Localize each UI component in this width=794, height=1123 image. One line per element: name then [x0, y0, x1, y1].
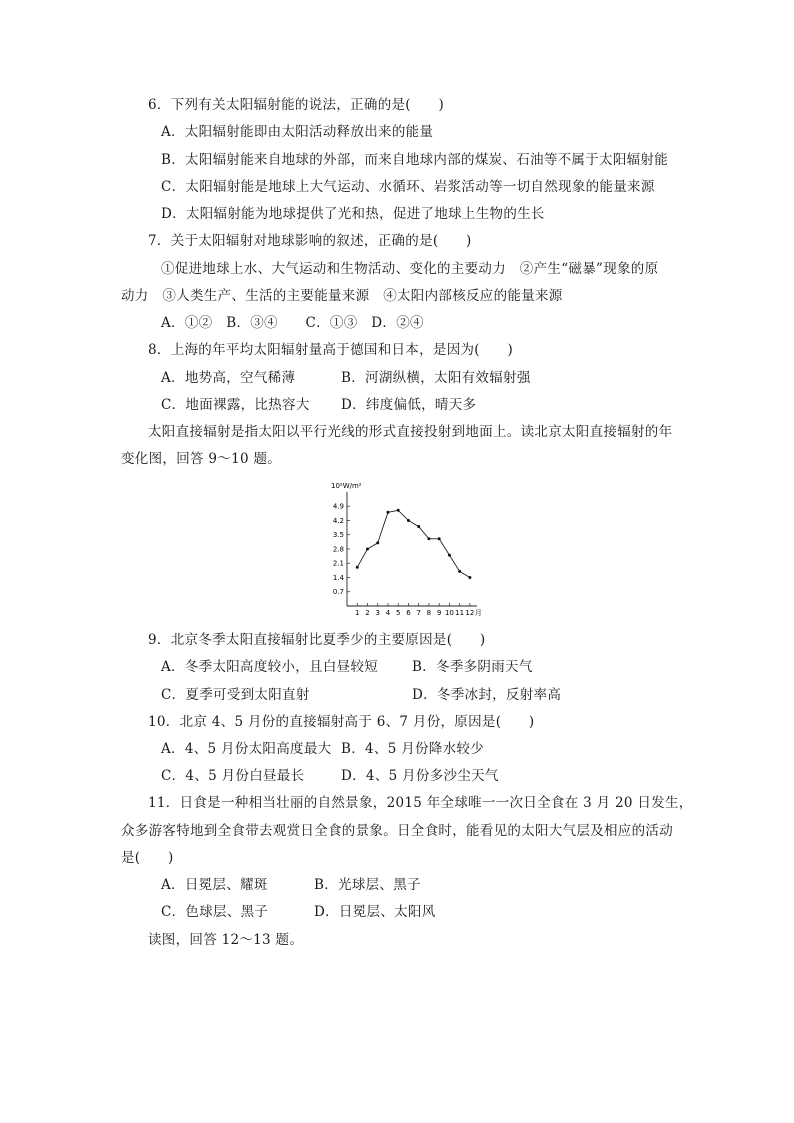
q11-option-a: A．日冕层、耀斑 [161, 877, 268, 893]
q6-option-a: A．太阳辐射能即由太阳活动释放出来的能量 [161, 124, 434, 140]
q9-option-d: D．冬季冰封，反射率高 [412, 687, 562, 703]
data-point [366, 547, 369, 550]
q7-body-2: 动力 ③人类生产、生活的主要能量来源 ④太阳内部核反应的能量来源 [121, 288, 563, 304]
q7-options: A．①② B．③④ C．①③ D．②④ [161, 315, 424, 331]
data-point [427, 537, 430, 540]
data-point [397, 509, 400, 512]
q10-stem: 10．北京 4、5 月份的直接辐射高于 6、7 月份，原因是( ) [148, 714, 535, 730]
q6-option-c: C．太阳辐射能是地球上大气运动、水循环、岩浆活动等一切自然现象的能量来源 [161, 179, 655, 195]
q9-option-a: A．冬季太阳高度较小，且白昼较短 [161, 659, 379, 675]
q11-line-2: 众多游客特地到全食带去观赏日全食的景象。日全食时，能看见的太阳大气层及相应的活动 [121, 823, 673, 839]
x-tick-label: 6 [406, 609, 411, 617]
data-point [438, 537, 441, 540]
data-point [468, 576, 471, 579]
intro-9-10-line-2: 变化图，回答 9～10 题。 [121, 451, 282, 467]
q9-stem: 9．北京冬季太阳直接辐射比夏季少的主要原因是( ) [148, 632, 486, 648]
data-point [386, 511, 389, 514]
data-point [448, 554, 451, 557]
series-line [357, 510, 470, 577]
q11-option-c: C．色球层、黑子 [161, 904, 269, 920]
x-tick-label: 3 [375, 609, 380, 617]
chart-y-unit-label: 10²W/m² [331, 482, 362, 490]
data-point [458, 570, 461, 573]
x-tick-label: 1 [355, 609, 360, 617]
x-axis-unit: 月 [474, 609, 482, 617]
q8-option-a: A．地势高，空气稀薄 [161, 370, 296, 386]
q6-option-b: B．太阳辐射能来自地球的外部，而来自地球内部的煤炭、石油等不属于太阳辐射能 [161, 152, 669, 168]
data-point [376, 541, 379, 544]
x-tick-label: 7 [416, 609, 421, 617]
q11-option-d: D．日冕层、太阳风 [314, 904, 436, 920]
q6-option-d: D．太阳辐射能为地球提供了光和热，促进了地球上生物的生长 [161, 206, 545, 222]
x-tick-label: 8 [426, 609, 432, 617]
intro-12-13: 读图，回答 12～13 题。 [148, 932, 304, 948]
y-tick-label: 2.8 [332, 545, 344, 554]
q8-option-d: D．纬度偏低，晴天多 [341, 397, 477, 413]
x-tick-label: 5 [395, 609, 401, 617]
data-point [417, 525, 420, 528]
intro-9-10-line-1: 太阳直接辐射是指太阳以平行光线的形式直接投射到地面上。读北京太阳直接辐射的年 [148, 424, 673, 440]
y-tick-label: 4.9 [332, 502, 344, 511]
y-tick-label: 2.1 [332, 559, 344, 568]
x-tick-label: 10 [444, 609, 454, 617]
q7-stem: 7．关于太阳辐射对地球影响的叙述，正确的是( ) [148, 233, 472, 249]
x-tick-label: 9 [436, 609, 442, 617]
data-point [356, 566, 359, 569]
q10-option-d: D．4、5 月份多沙尘天气 [341, 768, 499, 784]
direct-radiation-chart [325, 478, 485, 618]
x-tick-label: 12 [465, 609, 475, 617]
q7-body-1: ①促进地球上水、大气运动和生物活动、变化的主要动力 ②产生“磁暴”现象的原 [161, 261, 659, 277]
q11-option-b: B．光球层、黑子 [314, 877, 421, 893]
x-tick-label: 11 [455, 609, 465, 617]
data-point [407, 519, 410, 522]
x-tick-label: 2 [365, 609, 370, 617]
q10-option-c: C．4、5 月份白昼最长 [161, 768, 305, 784]
q9-option-b: B．冬季多阴雨天气 [412, 659, 533, 675]
q6-stem: 6．下列有关太阳辐射能的说法，正确的是( ) [148, 97, 445, 113]
q8-option-c: C．地面裸露，比热容大 [161, 397, 310, 413]
q8-option-b: B．河湖纵横，太阳有效辐射强 [341, 370, 531, 386]
y-tick-label: 4.2 [332, 516, 344, 525]
y-tick-label: 0.7 [332, 588, 344, 597]
y-tick-label: 1.4 [332, 573, 344, 582]
q8-stem: 8．上海的年平均太阳辐射量高于德国和日本，是因为( ) [148, 342, 514, 358]
q10-option-a: A．4、5 月份太阳高度最大 [161, 741, 332, 757]
y-tick-label: 3.5 [332, 531, 344, 540]
q11-line-1: 11．日食是一种相当壮丽的自然景象，2015 年全球唯一一次日全食在 3 月 20 日发生， [148, 795, 693, 811]
q10-option-b: B．4、5 月份降水较少 [341, 741, 484, 757]
x-tick-label: 4 [385, 609, 391, 617]
q9-option-c: C．夏季可受到太阳直射 [161, 687, 310, 703]
q11-line-3: 是( ) [121, 850, 174, 866]
